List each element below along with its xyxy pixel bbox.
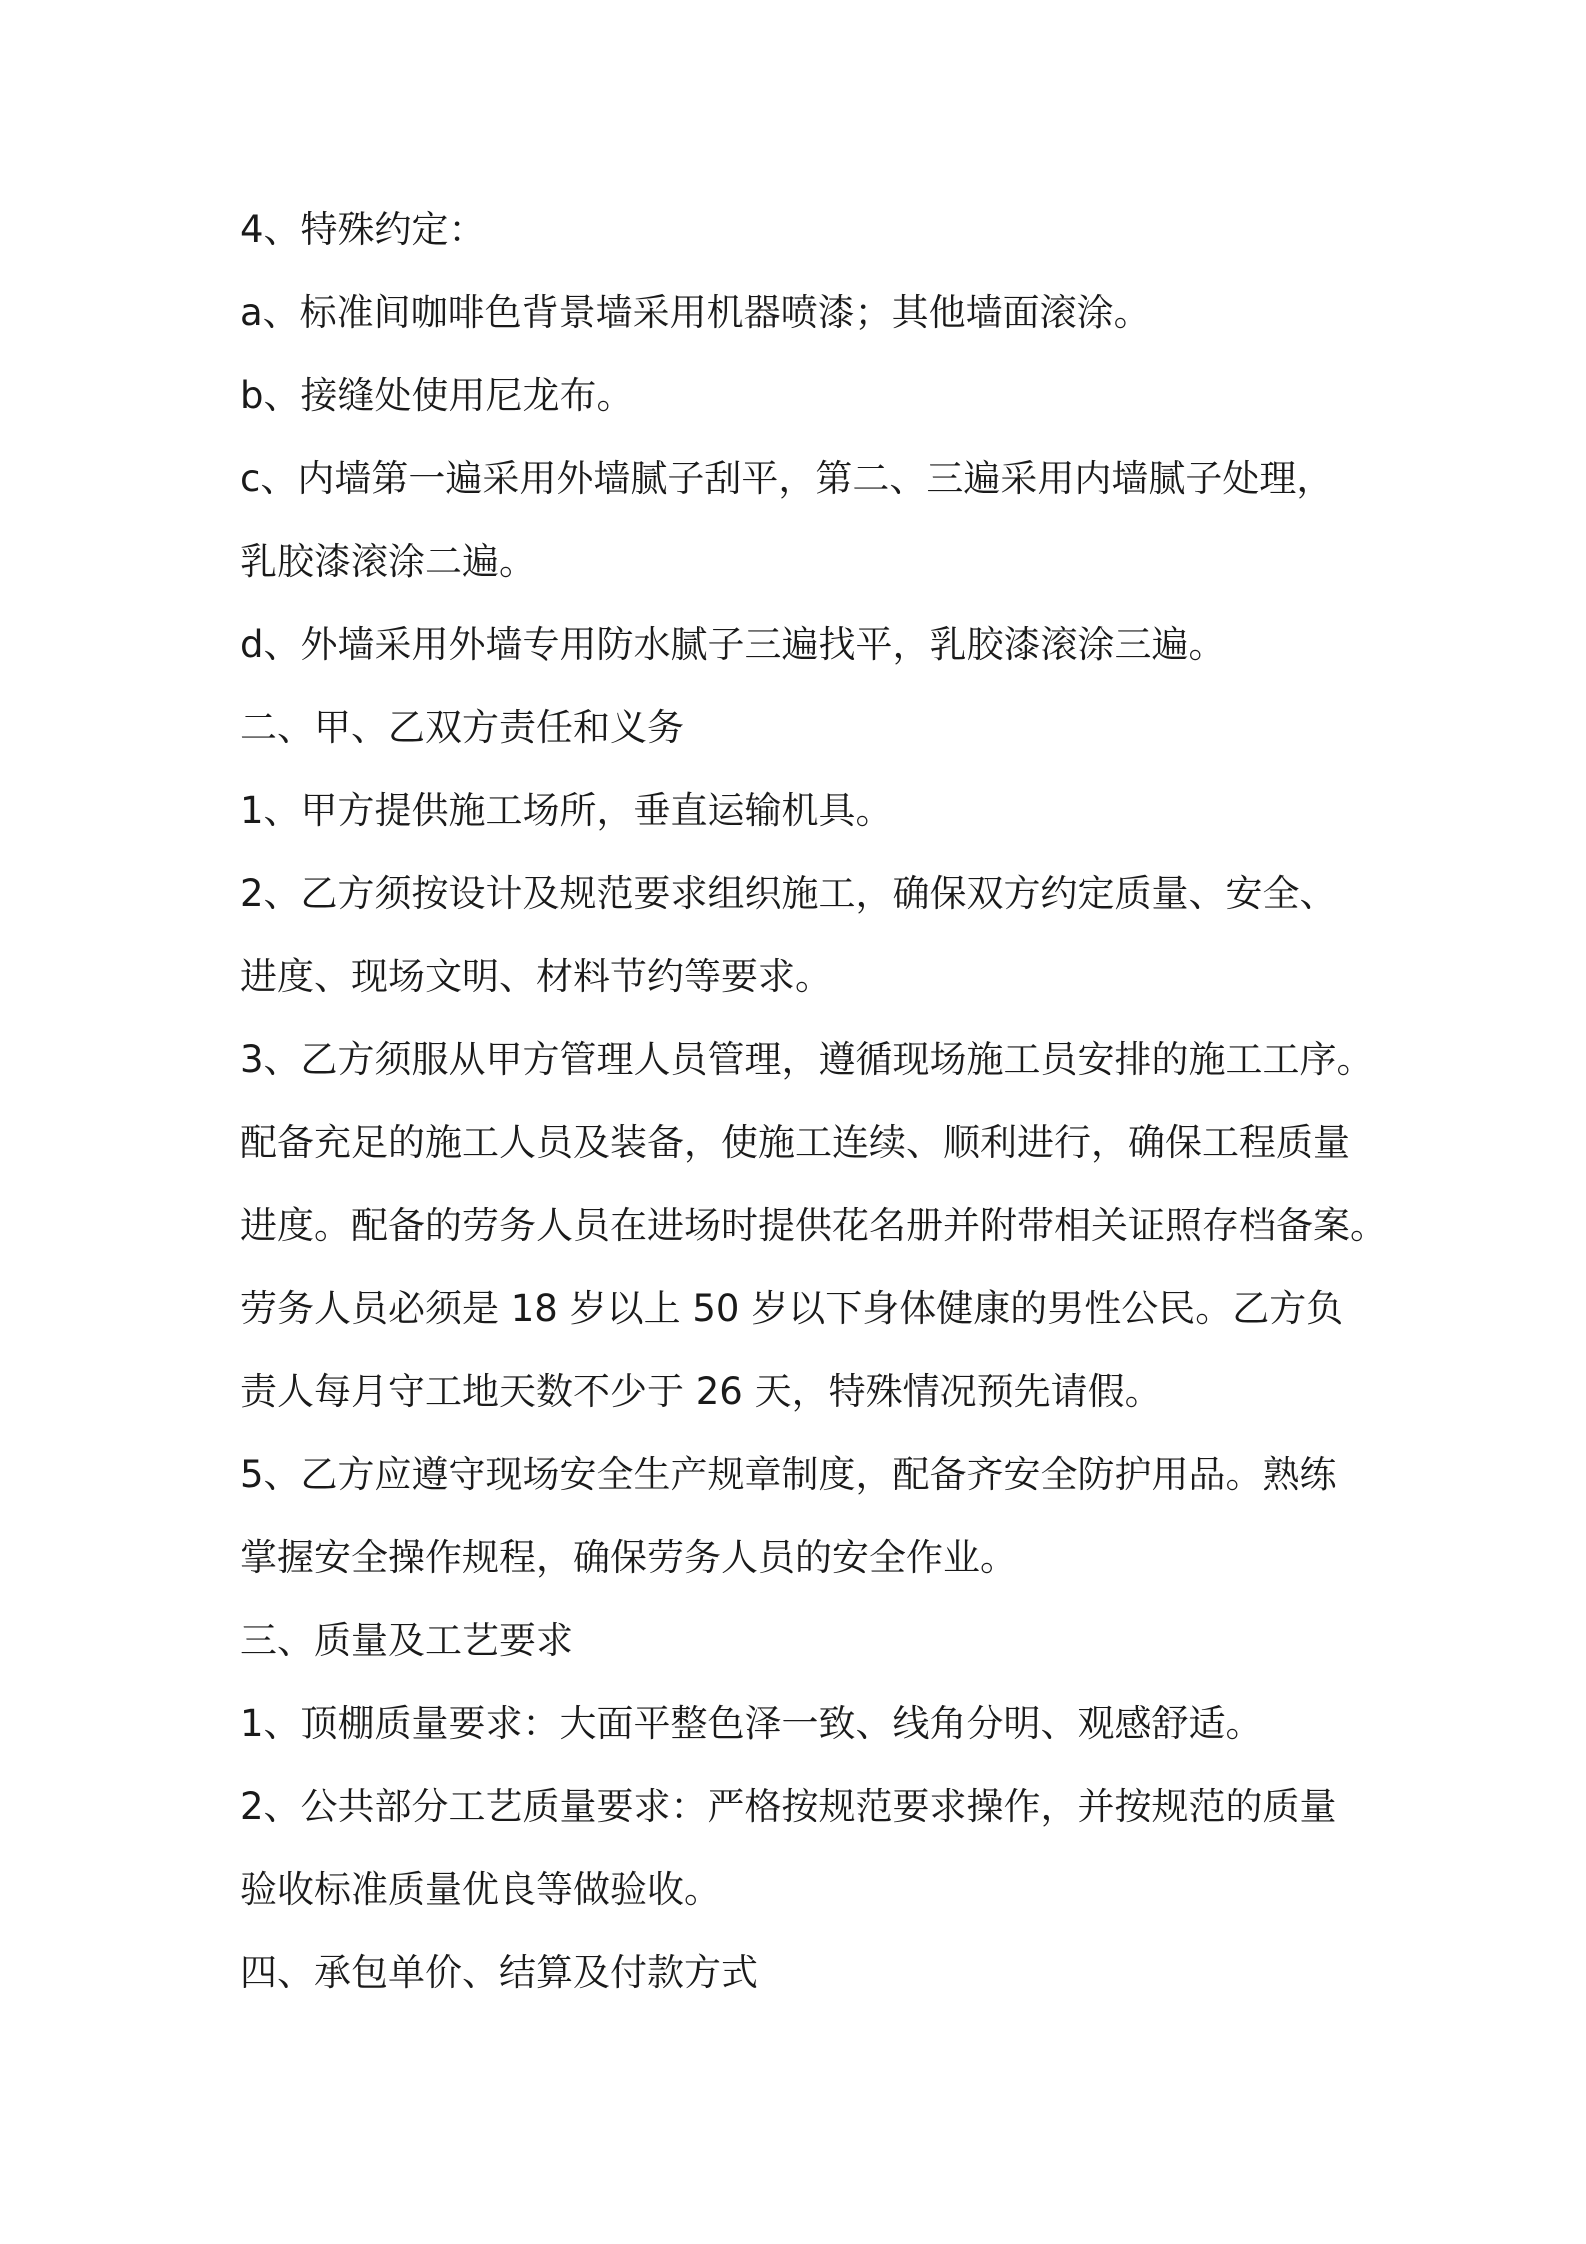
clause-item: 2、公共部分工艺质量要求：严格按规范要求操作，并按规范的质量	[240, 1785, 1337, 1828]
section-heading: 二、甲、乙双方责任和义务	[240, 706, 684, 749]
clause-item-continuation: 验收标准质量优良等做验收。	[240, 1868, 721, 1911]
section-heading: 四、承包单价、结算及付款方式	[240, 1951, 758, 1994]
clause-item-continuation: 进度。配备的劳务人员在进场时提供花名册并附带相关证照存档备案。	[240, 1204, 1387, 1247]
clause-item-continuation: 进度、现场文明、材料节约等要求。	[240, 955, 832, 998]
clause-heading: 4、特殊约定：	[240, 208, 486, 251]
clause-item: 1、甲方提供施工场所，垂直运输机具。	[240, 789, 893, 832]
clause-item-continuation: 劳务人员必须是 18 岁以上 50 岁以下身体健康的男性公民。乙方负	[240, 1287, 1344, 1330]
section-heading: 三、质量及工艺要求	[240, 1619, 573, 1662]
clause-item: 3、乙方须服从甲方管理人员管理，遵循现场施工员安排的施工工序。	[240, 1038, 1374, 1081]
clause-item: 1、顶棚质量要求：大面平整色泽一致、线角分明、观感舒适。	[240, 1702, 1263, 1745]
clause-item: d、外墙采用外墙专用防水腻子三遍找平，乳胶漆滚涂三遍。	[240, 623, 1226, 666]
clause-item-continuation: 乳胶漆滚涂二遍。	[240, 540, 536, 583]
clause-item-continuation: 掌握安全操作规程，确保劳务人员的安全作业。	[240, 1536, 1017, 1579]
clause-item: b、接缝处使用尼龙布。	[240, 374, 634, 417]
clause-item-continuation: 责人每月守工地天数不少于 26 天，特殊情况预先请假。	[240, 1370, 1162, 1413]
document-body	[240, 198, 1387, 2024]
clause-item: 5、乙方应遵守现场安全生产规章制度，配备齐安全防护用品。熟练	[240, 1453, 1337, 1496]
clause-item: c、内墙第一遍采用外墙腻子刮平，第二、三遍采用内墙腻子处理，	[240, 457, 1334, 500]
clause-item: 2、乙方须按设计及规范要求组织施工，确保双方约定质量、安全、	[240, 872, 1337, 915]
clause-item-continuation: 配备充足的施工人员及装备，使施工连续、顺利进行，确保工程质量	[240, 1121, 1350, 1164]
clause-item: a、标准间咖啡色背景墙采用机器喷漆；其他墙面滚涂。	[240, 291, 1151, 334]
